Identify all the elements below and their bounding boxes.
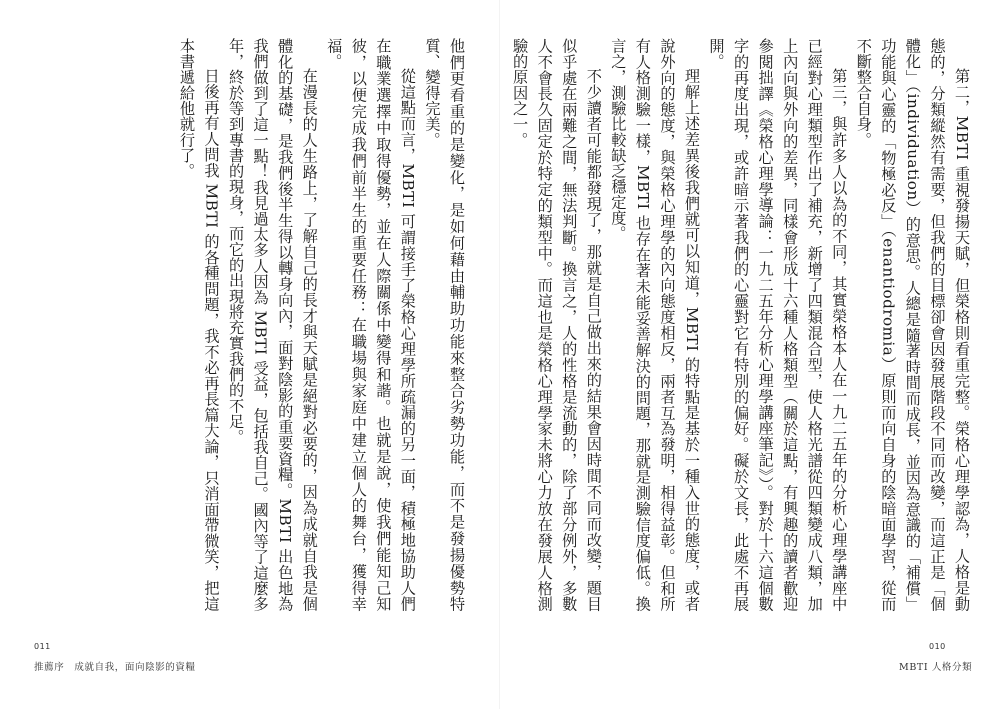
right-page-number: 010 [929,642,946,651]
right-paragraph-3: 理解上述差異後我們就可以知道，MBTI 的特點是基於一種入世的態度，或者說外向的態度，與榮格心理學的內向態度相反，兩者互為發明，相得益彰。但和所有人格測驗一樣，MBTI 也存在著未能妥善解決的問題，那就是測驗信度偏低。換言之，測驗比較缺乏穩定度。 [609,38,701,612]
left-paragraph-3: 在漫長的人生路上，了解自己的長才與天賦是絕對必要的，因為成就自我是個體化的基礎，是我們後半生得以轉身向內，面對陰影的重要資糧。MBTI 出色地為我們做到了這一點！我見過太多人因為 MBTI 受益，包括我自己。國內等了這麼多年，終於等到專書的現身，而它的出現將充實我們的不足。 [227,38,319,612]
right-paragraph-1: 第二，MBTI 重視發揚天賦，但榮格則看重完整。榮格心理學認為，人格是動態的，分類縱然有需要，但我們的目標卻會因發展階段不同而改變，而這正是「個體化」（individuation）的意思。人總是隨著時間而成長，並因為意識的「補償」功能與心靈的「物極必反」（enantiodromia）原則而向自身的陰暗面學習，從而不斷整合自身。 [854,38,971,612]
left-paragraph-2: 從這點而言，MBTI 可謂接手了榮格心理學所疏漏的另一面，積極地協助人們在職業選擇中取得優勢，並在人際關係中變得和諧。也就是說，使我們能知己知彼，以便完成我們前半生的重要任務：在職場與家庭中建立個人的舞台，獲得幸福。 [325,38,417,612]
right-paragraph-4: 不少讀者可能都發現了，那就是自己做出來的結果會因時間不同而改變，題目似乎處在兩難之間，無法判斷。換言之，人的性格是流動的，除了部分例外，多數人不會長久固定於特定的類型中。而這也是榮格心理學家未將心力放在發展人格測驗的原因之一。 [511,38,603,612]
left-paragraph-1: 他們更看重的是變化，是如何藉由輔助功能來整合劣勢功能，而不是發揚優勢特質、變得完美。 [423,38,466,612]
left-paragraph-4: 日後再有人問我 MBTI 的各種問題，我不必再長篇大論，只消面帶微笑，把這本書遞給他就行了。 [177,38,221,612]
right-paragraph-2: 第三，與許多人以為的不同，其實榮格本人在一九二五年的分析心理學講座中已經對心理類型作出了補充，新增了四類混合型，使人格光譜從四類變成八類，加上內向與外向的差異，同樣會形成十六種人格類型（關於這點，有興趣的讀者歡迎參閱拙譯《榮格心理學導論：一九二五年分析心理學講座筆記》）。對於十六這個數字的再度出現，或許暗示著我們的心靈對它有特別的偏好。礙於文長，此處不再展開。 [707,38,849,612]
left-running-head: 推薦序 成就自我，面向陰影的資糧 [34,662,196,673]
right-page [500,0,1000,709]
right-running-head: MBTI 人格分類 [899,662,973,673]
right-page-body [511,38,974,612]
left-page-body [170,38,469,612]
left-page-number: 011 [34,642,51,651]
